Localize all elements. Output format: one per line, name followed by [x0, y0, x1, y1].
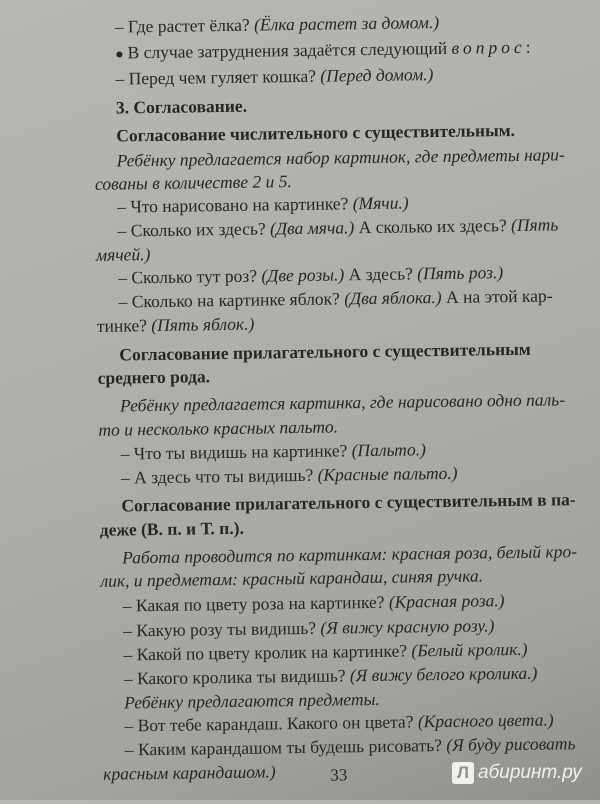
text-line — [124, 708, 553, 736]
text-line — [120, 388, 565, 416]
italic-text: красным карандашом.) — [103, 761, 276, 784]
italic-text: (Два яблока.) — [344, 287, 442, 309]
text-line — [95, 170, 292, 195]
text-line — [123, 638, 527, 666]
text-line — [116, 95, 247, 119]
text-line — [100, 517, 244, 541]
bullet-icon: ● — [115, 47, 124, 63]
body-text: – Перед чем гуляет кошка? — [115, 65, 321, 89]
text-line — [123, 589, 505, 616]
body-text: – Сколько их здесь? — [117, 218, 271, 241]
heading-text: деже (В. п. и Т. п.). — [99, 517, 245, 540]
text-line — [103, 760, 276, 784]
body-text: – Сколько на картинке яблок? — [118, 288, 345, 312]
italic-text: (Белый кролик.) — [411, 638, 528, 661]
text-line — [115, 36, 531, 67]
heading-text: 3. Согласование. — [115, 95, 248, 118]
italic-text: (Пять — [510, 214, 559, 236]
text-line — [116, 143, 564, 171]
body-text: А сколько их здесь? — [354, 215, 512, 238]
text-line — [118, 261, 503, 288]
heading-text: Согласование прилагательного с существительным — [119, 338, 531, 365]
body-text: – Где растет ёлка? — [114, 14, 255, 37]
italic-text: (Две розы.) — [261, 264, 345, 286]
heading-text: Согласование числительного с существительным. — [116, 119, 516, 146]
heading-text: среднего рода. — [97, 366, 211, 388]
text-line — [98, 365, 211, 389]
italic-text: Ребёнку предлагается картинка, где нарисовано одно паль- — [119, 389, 566, 416]
text-line — [117, 191, 409, 217]
italic-text: Ребёнку предлагается набор картинок, где предметы нари- — [116, 144, 565, 171]
italic-text: (Я вижу белого кролика.) — [349, 662, 538, 686]
italic-text: мячей.) — [95, 244, 151, 265]
body-text: – Какой по цвету кролик на картинке? — [123, 640, 412, 665]
page-number: 33 — [330, 765, 348, 785]
italic-text: (Я вижу красную розу.) — [320, 615, 495, 638]
italic-text: Работа проводится по картинкам: красная роза, белый кро- — [122, 541, 578, 568]
body-text: – Сколько тут роз? — [118, 265, 262, 288]
italic-text: лик, и предметам: красный карандаш, синяя ручка. — [100, 565, 484, 591]
body-text: А здесь? — [344, 263, 418, 285]
italic-text: (Я буду рисовать — [446, 733, 576, 755]
text-line — [121, 438, 426, 464]
heading-text: Согласование прилагательного с существительным в па- — [121, 489, 576, 516]
italic-text: (Красного цвета.) — [417, 709, 554, 732]
body-text: – Какого кролика ты видишь? — [123, 665, 351, 689]
body-text: – Вот тебе карандаш. Какого он цвета? — [124, 711, 418, 736]
text-line — [98, 415, 338, 440]
italic-text: сованы в количестве 2 и 5. — [94, 171, 292, 194]
text-line — [100, 564, 483, 591]
italic-text: (Два мяча.) — [269, 217, 355, 239]
text-line — [122, 540, 577, 568]
italic-text: (Пальто.) — [351, 439, 426, 461]
italic-text: Ребёнку предлагаются предметы. — [124, 688, 380, 713]
italic-text: (Мячи.) — [352, 192, 409, 214]
labirint-logo-icon: Л — [452, 762, 474, 784]
text-line — [124, 662, 538, 690]
text-line — [125, 732, 576, 760]
text-line — [124, 688, 380, 714]
text-line — [121, 462, 458, 489]
body-text: – Какая по цвету роза на картинке? — [122, 591, 389, 616]
watermark-text: абиринт.ру — [478, 762, 582, 783]
text-line — [115, 63, 433, 89]
body-text: – Какую розу ты видишь? — [123, 617, 321, 641]
italic-text: (Перед домом.) — [320, 64, 434, 86]
italic-text: то и несколько красных пальто. — [98, 416, 339, 440]
body-text: В случае затруднения задаётся следующий — [127, 37, 452, 63]
text-line — [121, 488, 576, 516]
body-text: А на этой кар- — [441, 285, 553, 308]
italic-text: (Пять роз.) — [417, 262, 504, 284]
body-text: : — [525, 36, 531, 57]
text-line — [116, 119, 515, 147]
italic-text: (Пять яблок.) — [151, 313, 255, 336]
text-line — [115, 11, 440, 38]
italic-text: (Ёлка растет за домом.) — [253, 12, 440, 35]
body-text: – Что ты видишь на картинке? — [120, 440, 352, 464]
text-line — [97, 313, 255, 337]
text-line — [96, 243, 151, 266]
labirint-watermark — [452, 762, 582, 784]
body-text: – Каким карандашом ты будешь рисовать? — [124, 734, 447, 760]
italic-text: (Красные пальто.) — [317, 462, 458, 485]
text-line — [123, 614, 494, 641]
body-text: – А здесь что ты видишь? — [120, 464, 318, 488]
body-text: – Что нарисовано на картинке? — [117, 193, 353, 217]
italic-text: вопрос — [451, 36, 526, 58]
text-line — [118, 284, 552, 312]
text-line — [119, 338, 531, 366]
body-text: тинке? — [96, 315, 152, 336]
italic-text: (Красная роза.) — [388, 590, 505, 612]
text-line — [117, 213, 558, 241]
